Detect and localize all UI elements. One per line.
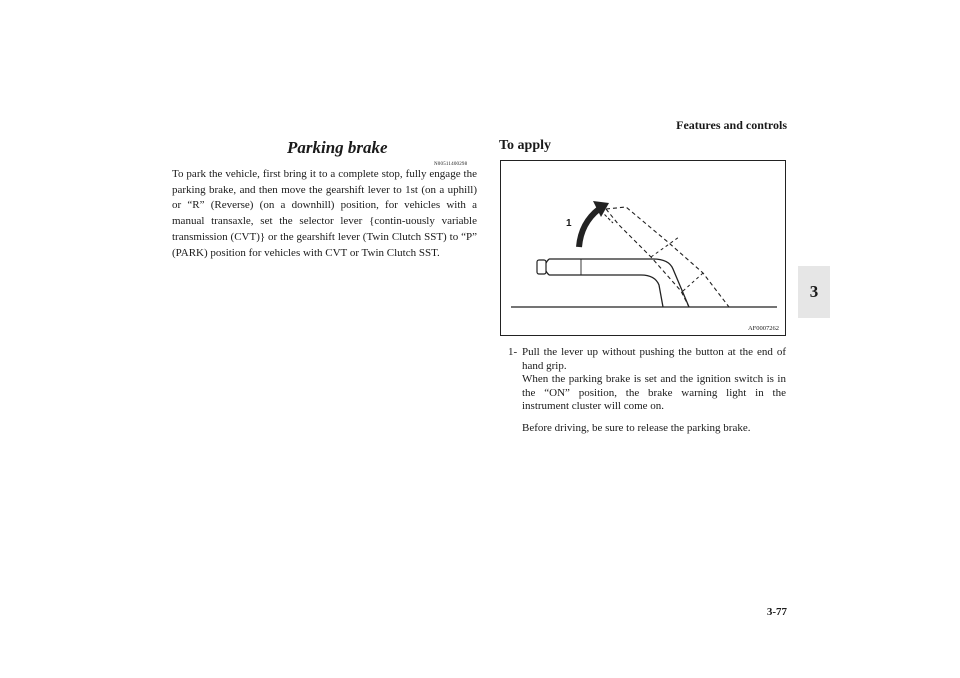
section-title: Parking brake: [287, 138, 388, 157]
document-code: N00511400298: [434, 162, 468, 167]
lever-drawing: [501, 161, 787, 337]
parking-brake-illustration: [500, 160, 786, 336]
section-header: Features and controls: [676, 118, 787, 132]
page-number: 3-77: [766, 606, 787, 618]
step-body: [522, 346, 786, 435]
intro-paragraph: To park the vehicle, first bring it to a complete stop, fully engage the parking brake, and then move the gearshift lever to 1st (on a uphill) or “R” (Reverse) (on a downhill) position, for vehicles with a manual transaxle, set the selector lever {contin-uously variable transmission (CVT)} or the gearshift lever (Twin Clutch SST) to “P” (PARK) position for vehicles with CVT or Twin Clutch SST.: [172, 168, 477, 259]
step-list: [508, 346, 786, 435]
step-note-warning-light: When the parking brake is set and the ignition switch is in the “ON” position, the brake warning light in the instrument cluster will come on.: [522, 373, 786, 412]
chapter-tab: [798, 266, 830, 318]
figure-code: AF0007262: [747, 325, 779, 332]
chapter-number: 3: [809, 282, 819, 301]
step-number: 1-: [508, 346, 518, 358]
subsection-title: To apply: [499, 138, 552, 153]
step-instruction: Pull the lever up without pushing the button at the end of hand grip.: [522, 346, 786, 372]
step-note-release: Before driving, be sure to release the parking brake.: [522, 421, 751, 434]
callout-1: 1: [566, 218, 572, 229]
